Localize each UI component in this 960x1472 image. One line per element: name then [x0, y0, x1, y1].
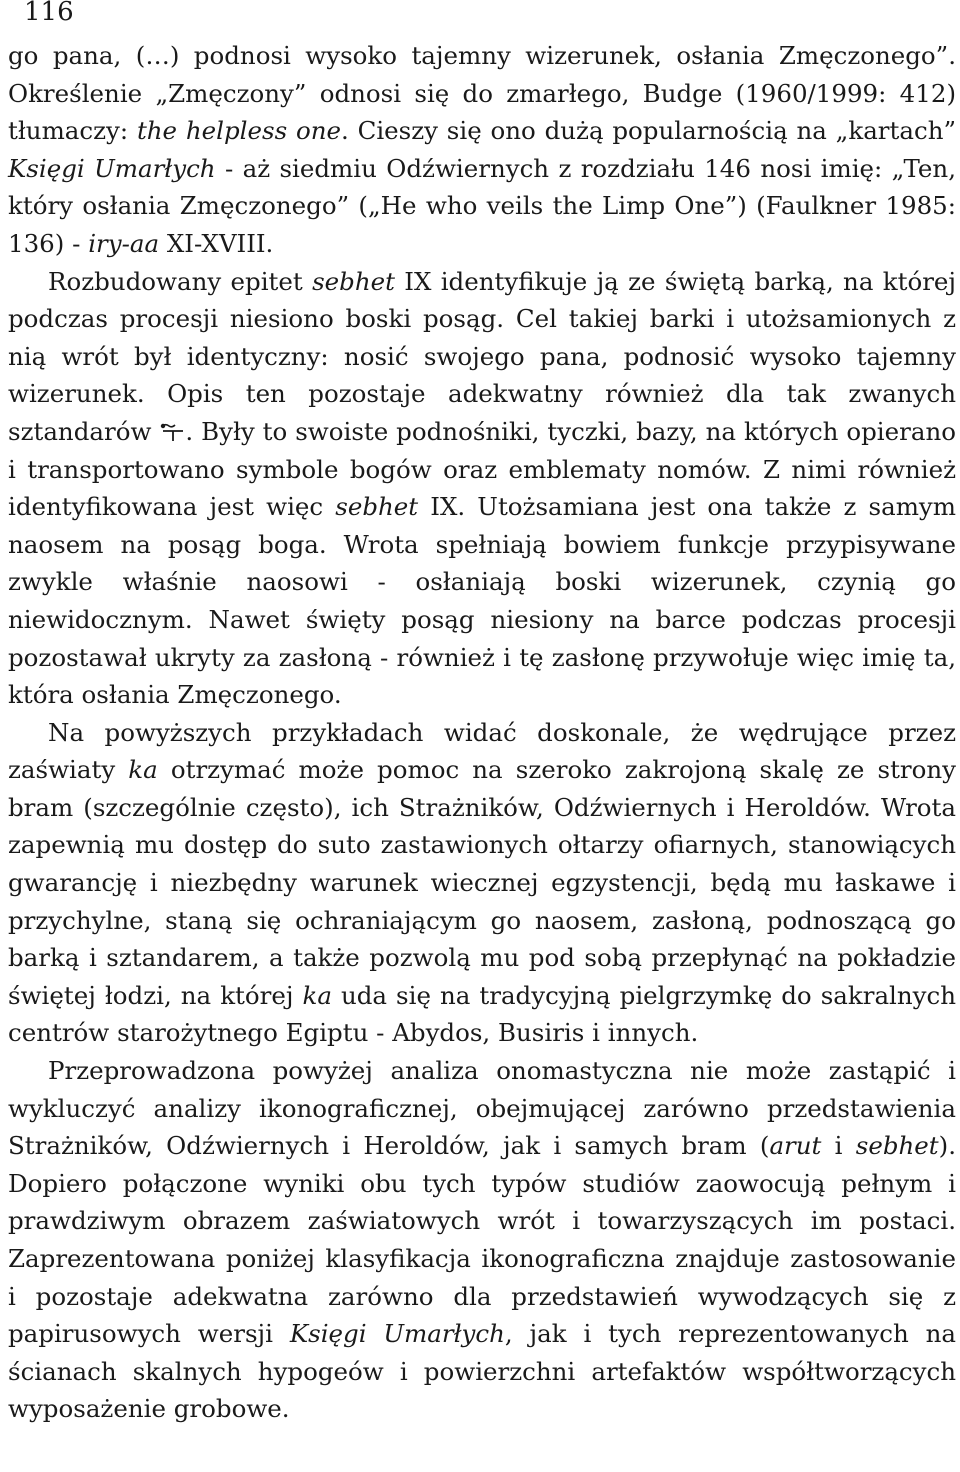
text-run: IX. Utożsamiana jest ona także z samym naosem na posąg boga. Wrota spełniają bowiem funkcje przypisywane zwykle właśnie naosowi - osłaniają boski wizerunek, czynią go niewidocznym. Nawet święty posąg niesiony na barce podczas procesji pozostawał ukryty za zasłoną - również i tę zasłonę przywołuje więc imię ta, która osłania Zmęczonego. — [8, 492, 956, 710]
paragraph — [8, 714, 956, 1052]
paragraph — [8, 263, 956, 714]
italic-term: ka — [128, 755, 158, 785]
text-run: otrzymać może pomoc na szeroko zakrojoną skalę ze strony bram (szczególnie często), ich Strażników, Odźwiernych i Heroldów. Wrota zapewnią mu dostęp do suto zastawionych ołtarzy ofiarnych, stanowiących gwarancję i niezbędny warunek wiecznej egzystencji, będą mu łaskawe i przychylne, staną się ochraniającym go naosem, zasłoną, podnoszącą go barką i sztandarem, a także pozwolą mu pod sobą przepłynąć na pokładzie świętej łodzi, na której — [8, 755, 957, 1010]
text-run: go pana, (…) podnosi wysoko tajemny wizerunek, osłania Zmęczonego”. Określenie „Zmęczony” odnosi się do zmarłego, Budge (1960/1999: 412) tłumaczy: — [8, 41, 956, 146]
italic-term: iry-aa — [88, 228, 160, 258]
body-text — [8, 37, 956, 1428]
italic-term: sebhet — [335, 492, 419, 522]
page-number: 116 — [24, 0, 74, 27]
text-run: uda się na tradycyjną pielgrzymkę do sakralnych centrów starożytnego Egiptu - Abydos, Busiris i innych. — [8, 980, 957, 1048]
paragraph — [8, 1052, 956, 1428]
text-run: i — [821, 1131, 856, 1161]
text-run: Przeprowadzona powyżej analiza onomastyczna nie może zastąpić i wykluczyć analizy ikonograficznej, obejmującej zarówno przedstawienia Strażników, Odźwiernych i Heroldów, jak i samych bram ( — [8, 1056, 956, 1161]
text-run: XI-XVIII. — [159, 228, 274, 258]
text-run: . Cieszy się ono dużą popularnością na „kartach” — [340, 116, 956, 146]
text-run: . Były to swoiste podnośniki, tyczki, bazy, na których opierano i transportowano symbole bogów oraz emblematy nomów. Z nimi również identyfikowana jest więc — [8, 416, 956, 522]
standard-hieroglyph-icon — [159, 422, 185, 442]
text-run: Na powyższych przykładach widać doskonale, że wędrujące przez zaświaty — [8, 717, 956, 785]
italic-term: ka — [302, 980, 332, 1010]
italic-term: sebhet — [312, 266, 395, 296]
italic-term: arut — [769, 1131, 822, 1161]
text-run: - aż siedmiu Odźwiernych z rozdziału 146 nosi imię: „Ten, który osłania Zmęczonego” („He who veils the Limp One”) (Faulkner 1985: 136) - — [8, 153, 956, 258]
italic-term: the helpless one — [136, 116, 341, 146]
italic-term: sebhet — [855, 1131, 939, 1161]
text-run: IX identyfikuje ją ze świętą barką, na której podczas procesji niesiono boski posąg. Cel takiej barki i utożsamionych z nią wrót był identyczny: nosić swojego pana, podnosić wysoko tajemny wizerunek. Opis ten pozostaje adekwatny również dla tak zwanych sztandarów — [8, 266, 957, 446]
text-run: ). Dopiero połączone wyniki obu tych typów studiów zaowocują pełnym i prawdziwym obrazem zaświatowych wrót i towarzyszących im postaci. Zaprezentowana poniżej klasyfikacja ikonograficzna znajduje zastosowanie i pozostaje adekwatna zarówno dla przedstawień wywodzących się z papirusowych wersji — [8, 1131, 956, 1349]
text-run: , jak i tych reprezentowanych na ścianach skalnych hypogeów i powierzchni artefaktów współtworzących wyposażenie grobowe. — [8, 1319, 956, 1424]
paragraph — [8, 37, 956, 263]
text-run: Rozbudowany epitet — [48, 266, 313, 296]
italic-term: Księgi Umarłych — [8, 153, 216, 183]
italic-term: Księgi Umarłych — [289, 1319, 505, 1349]
